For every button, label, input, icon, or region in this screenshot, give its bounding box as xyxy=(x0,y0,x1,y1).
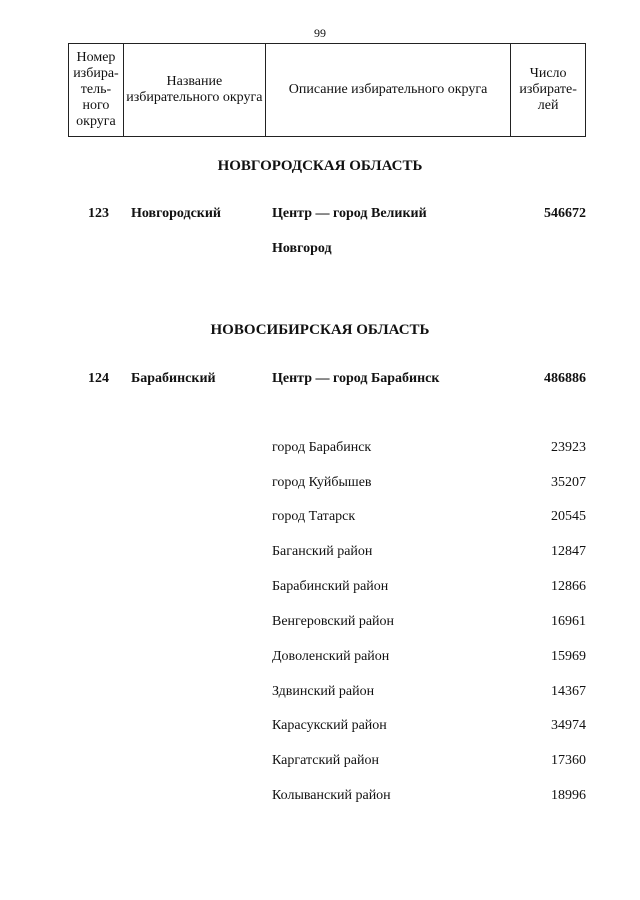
area-voters: 16961 xyxy=(551,614,586,629)
area-voters: 20545 xyxy=(551,509,586,524)
header-district-name: Название избирательного округа xyxy=(123,44,265,137)
area-name: город Барабинск xyxy=(272,440,372,455)
section-title: НОВОСИБИРСКАЯ ОБЛАСТЬ xyxy=(210,322,430,338)
district-name: Новгородский xyxy=(131,206,221,221)
district-number: 124 xyxy=(88,371,109,386)
area-name: город Татарск xyxy=(272,509,356,524)
district-center: Центр — город Барабинск xyxy=(272,371,440,386)
area-name: Баганский район xyxy=(272,544,373,559)
page-number: 99 xyxy=(314,26,326,40)
area-voters: 14367 xyxy=(551,684,586,699)
area-name: Здвинский район xyxy=(272,684,375,699)
header-voter-count: Число избирате-лей xyxy=(511,44,586,137)
header-district-number: Номер избира-тель-ного округа xyxy=(69,44,124,137)
area-voters: 17360 xyxy=(551,753,586,768)
column-header-table xyxy=(68,43,586,137)
area-name: Доволенский район xyxy=(272,649,390,664)
header-district-description: Описание избирательного округа xyxy=(265,44,510,137)
area-voters: 15969 xyxy=(551,649,586,664)
area-voters: 12847 xyxy=(551,544,586,559)
area-voters: 35207 xyxy=(551,475,586,490)
district-voters: 546672 xyxy=(544,206,586,221)
district-name: Барабинский xyxy=(131,371,216,386)
district-number: 123 xyxy=(88,206,109,221)
section-title: НОВГОРОДСКАЯ ОБЛАСТЬ xyxy=(217,158,423,174)
area-voters: 23923 xyxy=(551,440,586,455)
area-name: Барабинский район xyxy=(272,579,389,594)
district-center: Центр — город Великий xyxy=(272,206,427,221)
area-name: Карасукский район xyxy=(272,718,387,733)
district-center-continued: Новгород xyxy=(272,241,332,256)
area-voters: 18996 xyxy=(551,788,586,803)
area-voters: 34974 xyxy=(551,718,586,733)
area-name: Венгеровский район xyxy=(272,614,395,629)
area-name: город Куйбышев xyxy=(272,475,372,490)
area-name: Колыванский район xyxy=(272,788,391,803)
area-name: Каргатский район xyxy=(272,753,379,768)
district-voters: 486886 xyxy=(544,371,586,386)
area-voters: 12866 xyxy=(551,579,586,594)
